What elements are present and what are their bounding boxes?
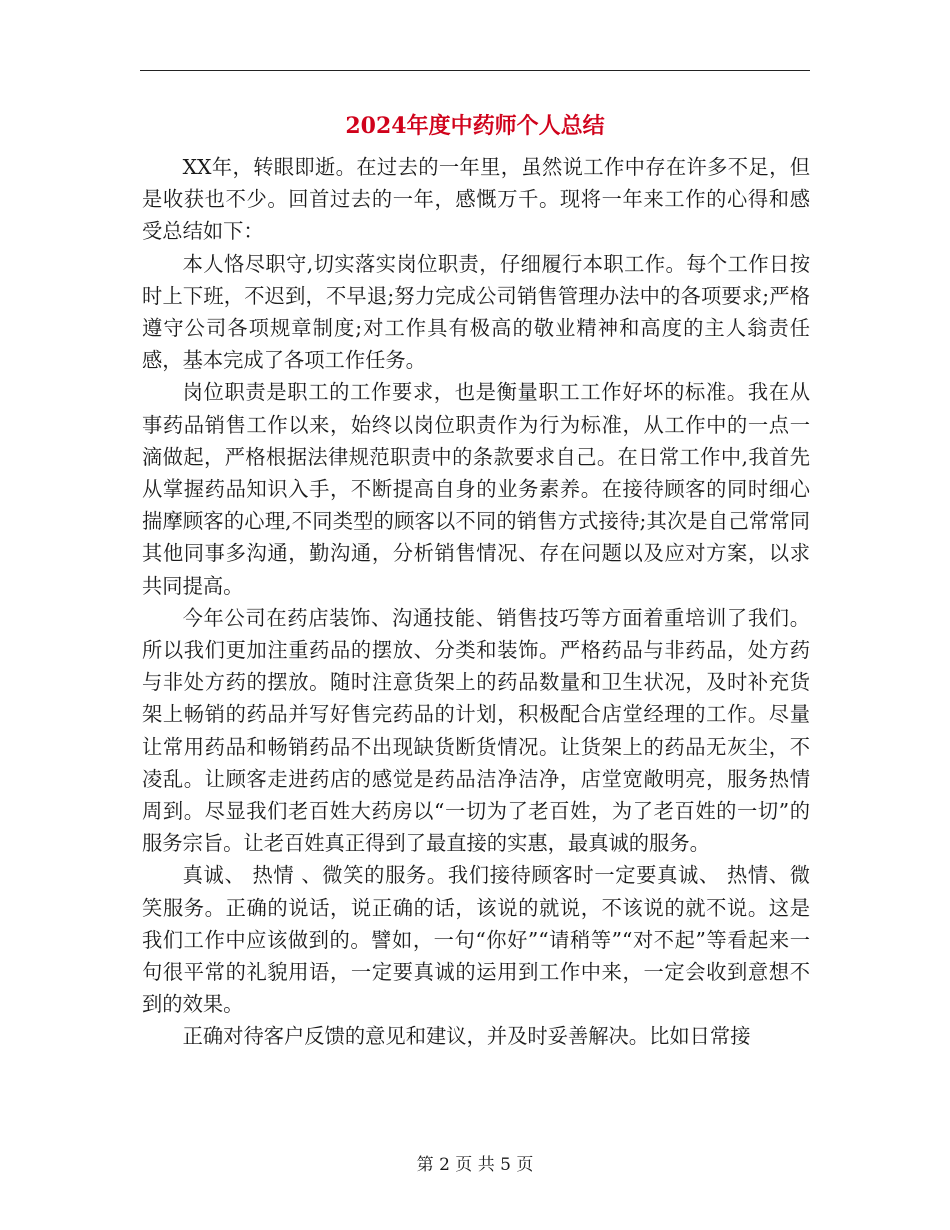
paragraph-duty: 本人恪尽职守,切实落实岗位职责，仔细履行本职工作。每个工作日按时上下班，不迟到，不早退;努力完成公司销售管理办法中的各项要求;严格遵守公司各项规章制度;对工作具有极高的敬业精神和高度的主人翁责任感，基本完成了各项工作任务。 (142, 251, 810, 373)
document-title: 2024年度中药师个人总结 (345, 113, 605, 139)
paragraph-feedback: 正确对待客户反馈的意见和建议，并及时妥善解决。比如日常接 (182, 1024, 751, 1049)
paragraph-intro: XX年，转眼即逝。在过去的一年里，虽然说工作中存在许多不足，但是收获也不少。回首过去的一年，感慨万千。现将一年来工作的心得和感受总结如下： (142, 155, 810, 244)
document-body (142, 151, 810, 1053)
page-number-footer: 第 2 页 共 5 页 (416, 1155, 534, 1175)
paragraph-responsibility: 岗位职责是职工的工作要求，也是衡量职工工作好坏的标准。我在从事药品销售工作以来，始终以岗位职责作为行为标准，从工作中的一点一滴做起，严格根据法律规范职责中的条款要求自己。在日常工作中,我首先从掌握药品知识入手，不断提高自身的业务素养。在接待顾客的同时细心揣摩顾客的心理,不同类型的顾客以不同的销售方式接待;其次是自己常常同其他同事多沟通，勤沟通，分析销售情况、存在问题以及应对方案，以求共同提高。 (142, 380, 810, 598)
paragraph-training: 今年公司在药店装饰、沟通技能、销售技巧等方面着重培训了我们。所以我们更加注重药品的摆放、分类和装饰。严格药品与非药品，处方药与非处方药的摆放。随时注意货架上的药品数量和卫生状况，及时补充货架上畅销的药品并写好售完药品的计划，积极配合店堂经理的工作。尽量让常用药品和畅销药品不出现缺货断货情况。让货架上的药品无灰尘，不凌乱。让顾客走进药店的感觉是药品洁净洁净，店堂宽敞明亮，服务热情周到。尽显我们老百姓大药房以“一切为了老百姓，为了老百姓的一切”的服务宗旨。让老百姓真正得到了最直接的实惠，最真诚的服务。 (142, 605, 810, 856)
paragraph-service: 真诚、 热情 、微笑的服务。我们接待顾客时一定要真诚、 热情、微笑服务。正确的说话，说正确的话，该说的就说，不该说的就不说。这是我们工作中应该做到的。譬如，一句“你好”“请稍等”“对不起”等看起来一句很平常的礼貌用语，一定要真诚的运用到工作中来，一定会收到意想不到的效果。 (142, 863, 810, 1017)
header-rule (140, 70, 810, 71)
